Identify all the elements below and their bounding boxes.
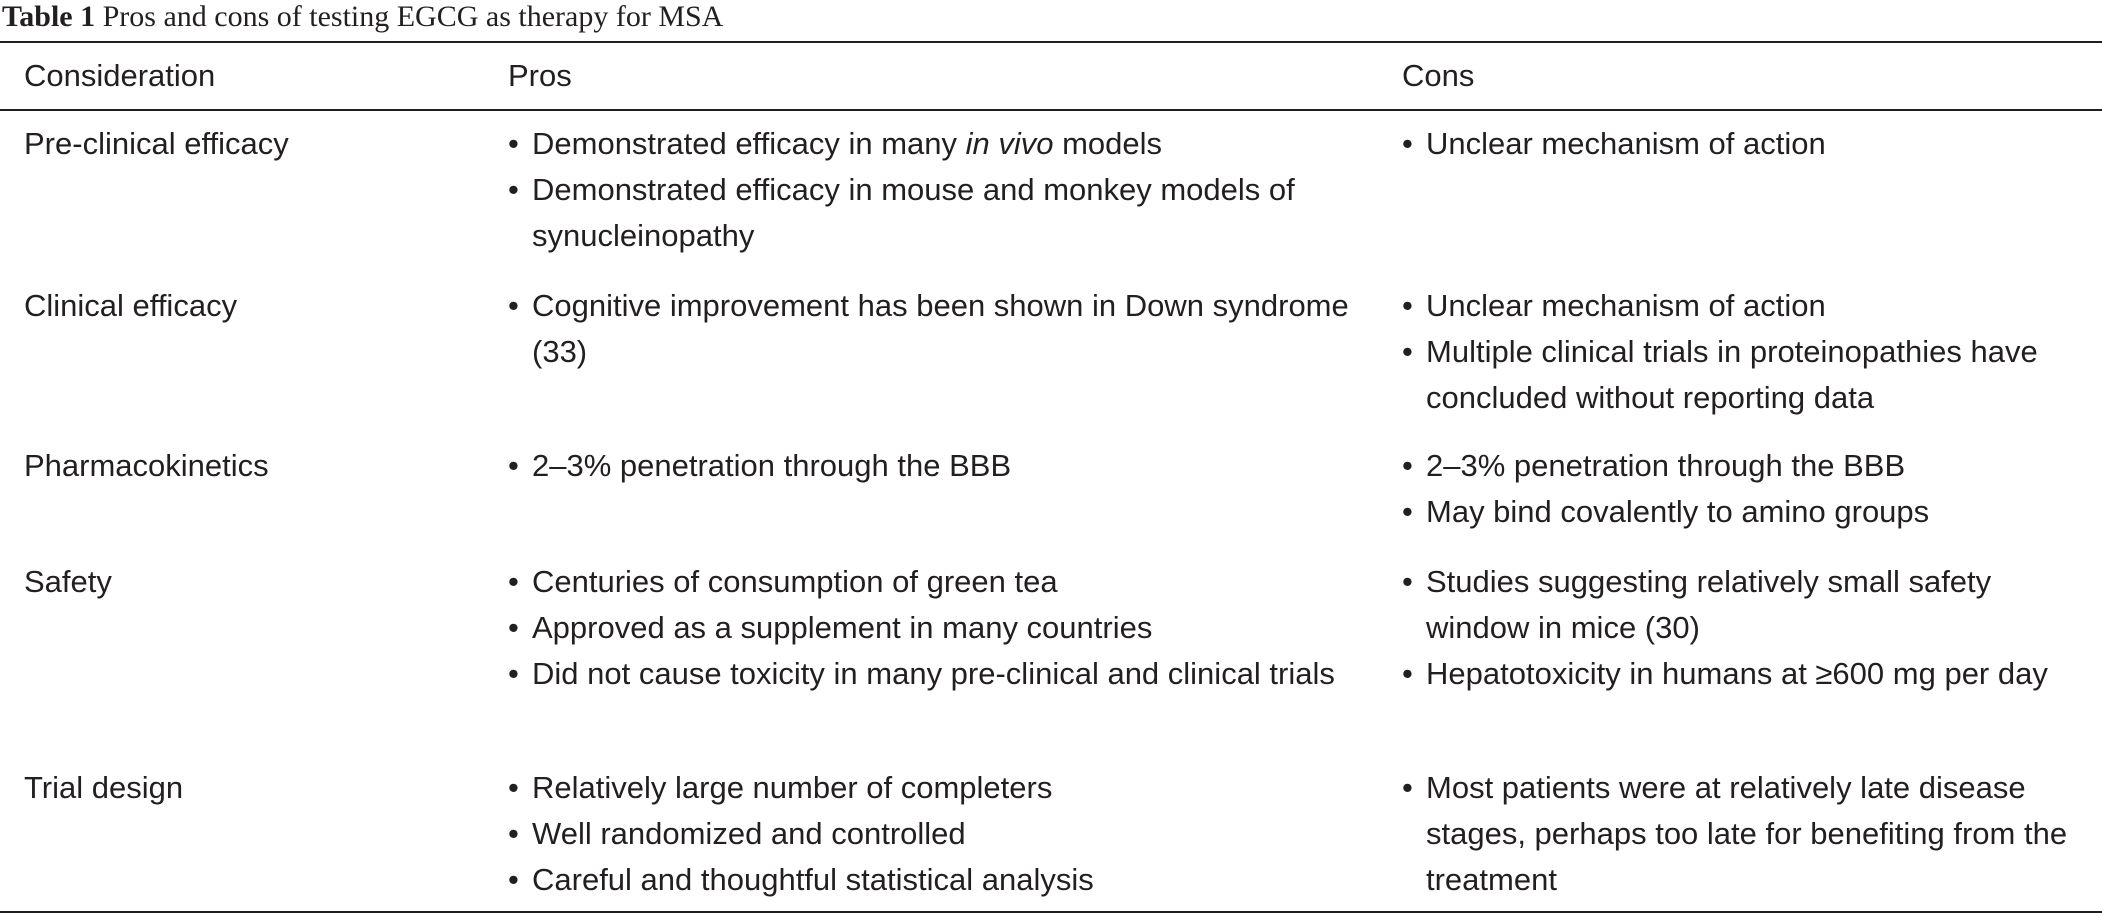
pros-list-safety — [508, 559, 1388, 697]
pros-item: • Demonstrated efficacy in mouse and monkey models of synucleinopathy — [508, 167, 1388, 259]
consideration-trial-design: Trial design — [24, 770, 184, 805]
pros-list-trial-design — [508, 765, 1388, 903]
bullet-icon: • — [1402, 656, 1413, 691]
pros-list-pre-clinical-efficacy — [508, 121, 1388, 259]
bullet-icon: • — [508, 816, 519, 851]
table-caption — [2, 0, 723, 34]
bullet-icon: • — [508, 656, 519, 691]
cons-item: • Hepatotoxicity in humans at ≥600 mg per day — [1402, 651, 2092, 697]
bullet-icon: • — [508, 770, 519, 805]
bullet-icon: • — [1402, 564, 1413, 599]
pros-item: • Approved as a supplement in many countries — [508, 605, 1388, 651]
cons-list-clinical-efficacy — [1402, 283, 2092, 421]
column-header-consideration: Consideration — [24, 58, 216, 93]
cons-list-pharmacokinetics — [1402, 443, 2092, 535]
bullet-icon: • — [508, 564, 519, 599]
pros-item: • 2–3% penetration through the BBB — [508, 443, 1388, 489]
bullet-icon: • — [508, 126, 519, 161]
italic-term: in vivo — [965, 126, 1054, 161]
cons-list-safety — [1402, 559, 2092, 697]
bullet-icon: • — [508, 172, 519, 207]
consideration-clinical-efficacy: Clinical efficacy — [24, 288, 238, 323]
cons-list-trial-design — [1402, 765, 2092, 903]
pros-item: • Demonstrated efficacy in many in vivo models — [508, 121, 1388, 167]
pros-item: • Centuries of consumption of green tea — [508, 559, 1388, 605]
table-top-rule — [0, 41, 2102, 43]
column-header-pros: Pros — [508, 58, 572, 93]
cons-item: • 2–3% penetration through the BBB — [1402, 443, 2092, 489]
bullet-icon: • — [1402, 448, 1413, 483]
pros-item: • Cognitive improvement has been shown in Down syndrome (33) — [508, 283, 1388, 375]
table-header-rule — [0, 109, 2102, 111]
bullet-icon: • — [1402, 494, 1413, 529]
pros-list-pharmacokinetics — [508, 443, 1388, 489]
bullet-icon: • — [508, 288, 519, 323]
bullet-icon: • — [508, 610, 519, 645]
cons-list-pre-clinical-efficacy — [1402, 121, 2092, 167]
cons-item: • Unclear mechanism of action — [1402, 283, 2092, 329]
pros-item: • Careful and thoughtful statistical analysis — [508, 857, 1388, 903]
bullet-icon: • — [1402, 334, 1413, 369]
consideration-pharmacokinetics: Pharmacokinetics — [24, 448, 269, 483]
cons-item: • Studies suggesting relatively small safety window in mice (30) — [1402, 559, 2092, 651]
consideration-safety: Safety — [24, 564, 112, 599]
bullet-icon: • — [1402, 770, 1413, 805]
consideration-pre-clinical-efficacy: Pre-clinical efficacy — [24, 126, 289, 161]
table-caption-label: Table 1 — [2, 0, 96, 33]
pros-item: • Well randomized and controlled — [508, 811, 1388, 857]
cons-item: • Most patients were at relatively late disease stages, perhaps too late for benefiting from the treatment — [1402, 765, 2092, 903]
table-bottom-rule — [0, 911, 2102, 913]
pros-list-clinical-efficacy — [508, 283, 1388, 375]
cons-item: • May bind covalently to amino groups — [1402, 489, 2092, 535]
table-caption-text: Pros and cons of testing EGCG as therapy for MSA — [102, 0, 724, 33]
bullet-icon: • — [1402, 126, 1413, 161]
pros-item: • Did not cause toxicity in many pre-clinical and clinical trials — [508, 651, 1388, 697]
cons-item: • Unclear mechanism of action — [1402, 121, 2092, 167]
cons-item: • Multiple clinical trials in proteinopathies have concluded without reporting data — [1402, 329, 2092, 421]
bullet-icon: • — [1402, 288, 1413, 323]
bullet-icon: • — [508, 448, 519, 483]
bullet-icon: • — [508, 862, 519, 897]
pros-item: • Relatively large number of completers — [508, 765, 1388, 811]
column-header-cons: Cons — [1402, 58, 1475, 93]
